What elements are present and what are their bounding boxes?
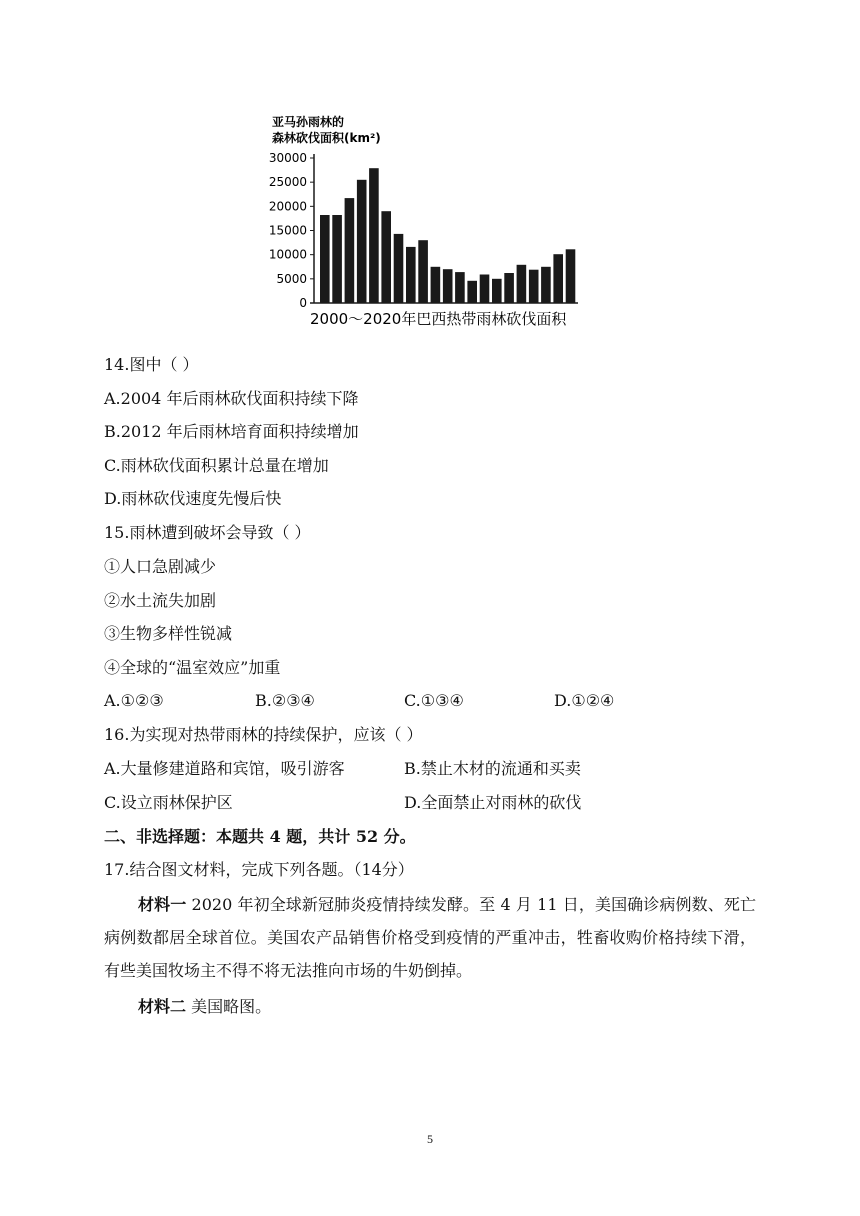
bar-2008 — [418, 240, 428, 303]
y-tick-labels — [269, 151, 314, 310]
y-tick-label: 25000 — [268, 175, 307, 190]
bar-2001 — [332, 215, 342, 303]
q16-option-d: D.全面禁止对雨林的砍伐 — [404, 793, 582, 812]
y-tick-label: 30000 — [268, 151, 307, 165]
q15-item-4: ④全球的“温室效应”加重 — [104, 658, 281, 677]
q16-option-c: C.设立雨林保护区 — [104, 793, 233, 812]
bar-2005 — [381, 211, 391, 303]
material-one-text: 2020 年初全球新冠肺炎疫情持续发酵。至 4 月 11 日，美国确诊病例数、死亡病例数都居全球首位。美国农产品销售价格受到疫情的严重冲击，牲畜收购价格持续下滑，有些美国牧场主不得不将无法推向市场的牛奶倒掉。 — [104, 895, 756, 980]
bar-2013 — [480, 275, 490, 304]
bar-2018 — [541, 267, 551, 303]
material-two-label: 材料二 — [138, 997, 187, 1016]
bar-2002 — [345, 198, 355, 303]
q16-stem: 16.为实现对热带雨林的持续保护，应该（ ） — [104, 725, 423, 744]
chart-ylabel-line2: 森林砍伐面积(km²) — [272, 131, 381, 145]
chart-caption: 2000～2020年巴西热带雨林砍伐面积 — [310, 310, 567, 328]
q14-stem: 14.图中（ ） — [104, 355, 199, 374]
bar-2000 — [320, 215, 330, 303]
q15-item-3: ③生物多样性锐减 — [104, 624, 233, 643]
bar-2012 — [467, 281, 477, 303]
q15-option-b: B.②③④ — [255, 691, 315, 710]
chart-ylabel-line1: 亚马孙雨林的 — [272, 115, 345, 129]
material-two — [104, 990, 756, 1023]
q15-item-1: ①人口急剧减少 — [104, 557, 217, 576]
bar-2010 — [443, 269, 453, 303]
q15-stem: 15.雨林遭到破坏会导致（ ） — [104, 523, 311, 542]
bar-2003 — [357, 180, 367, 303]
q16-option-a: A.大量修建道路和宾馆，吸引游客 — [104, 759, 345, 778]
bar-2017 — [529, 270, 539, 303]
bar-2015 — [504, 273, 514, 303]
q14-option-b: B.2012 年后雨林培育面积持续增加 — [104, 422, 359, 441]
q15-option-a: A.①②③ — [104, 691, 164, 710]
material-one — [104, 888, 756, 987]
bar-2009 — [431, 267, 441, 303]
material-two-text: 美国略图。 — [186, 997, 272, 1016]
q14-option-c: C.雨林砍伐面积累计总量在增加 — [104, 456, 329, 475]
q14-option-a: A.2004 年后雨林砍伐面积持续下降 — [104, 389, 359, 408]
bar-2014 — [492, 279, 502, 303]
page-number: 5 — [427, 1132, 433, 1146]
bar-2016 — [517, 265, 527, 303]
y-tick-label: 0 — [299, 296, 307, 310]
bar-2020 — [566, 249, 576, 303]
q14-option-d: D.雨林砍伐速度先慢后快 — [104, 489, 282, 508]
bar-2006 — [394, 234, 404, 303]
bars-group — [320, 168, 575, 303]
y-tick-label: 15000 — [268, 223, 307, 238]
q16-option-b: B.禁止木材的流通和买卖 — [404, 759, 581, 778]
q17-stem: 17.结合图文材料，完成下列各题。（14分） — [104, 860, 414, 879]
q15-option-d: D.①②④ — [554, 691, 615, 710]
bar-2019 — [553, 254, 563, 303]
bar-chart-svg — [262, 108, 612, 336]
bar-2011 — [455, 272, 465, 303]
q15-option-c: C.①③④ — [404, 691, 464, 710]
material-one-label: 材料一 — [138, 895, 187, 914]
y-tick-label: 20000 — [268, 199, 307, 214]
y-tick-label: 10000 — [268, 247, 307, 262]
deforestation-chart — [262, 108, 612, 336]
q15-item-2: ②水土流失加剧 — [104, 591, 217, 610]
section-heading: 二、非选择题：本题共 4 题，共计 52 分。 — [104, 827, 416, 846]
bar-2004 — [369, 168, 379, 303]
y-tick-label: 5000 — [276, 271, 307, 286]
bar-2007 — [406, 247, 416, 303]
